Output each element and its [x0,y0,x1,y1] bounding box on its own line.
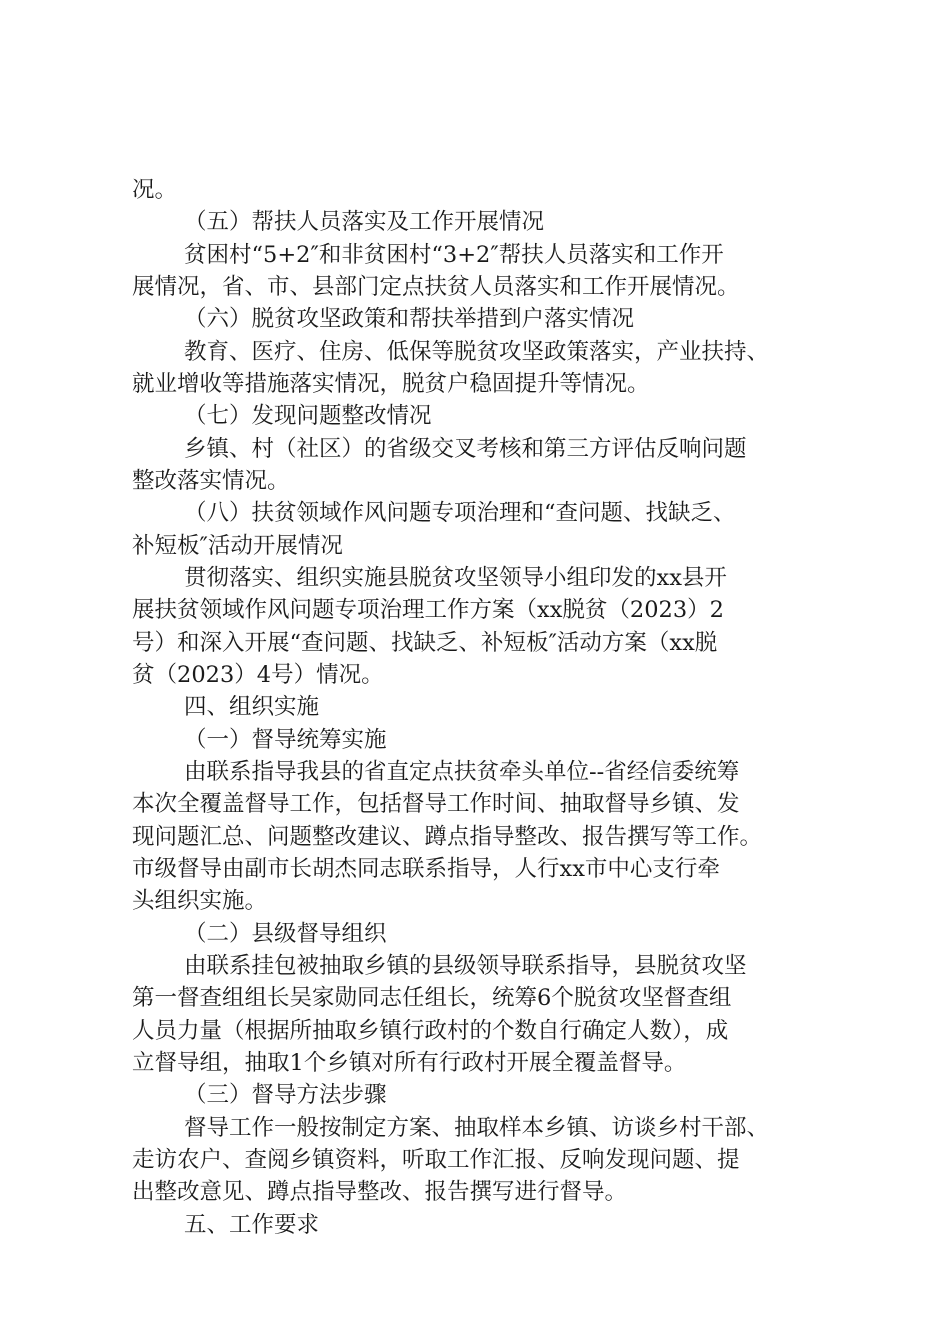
text-line: 况。 [132,177,178,203]
section-heading: （五）帮扶人员落实及工作开展情况 [184,209,545,235]
section-heading: （六）脱贫攻坚政策和帮扶举措到户落实情况 [184,306,635,332]
section-heading: （七）发现问题整改情况 [184,403,432,429]
text-line: 走访农户、查阅乡镇资料，听取工作汇报、反响发现问题、提 [132,1147,740,1173]
text-line: 本次全覆盖督导工作，包括督导工作时间、抽取督导乡镇、发 [132,791,740,817]
text-line: 由联系挂包被抽取乡镇的县级领导联系指导，县脱贫攻坚 [184,953,747,979]
text-line: 贯彻落实、组织实施县脱贫攻坚领导小组印发的xx县开 [184,565,727,591]
text-line: 人员力量（根据所抽取乡镇行政村的个数自行确定人数），成 [132,1018,729,1044]
text-line: 由联系指导我县的省直定点扶贫牵头单位--省经信委统筹 [184,759,740,785]
text-line: 督导工作一般按制定方案、抽取样本乡镇、访谈乡村干部、 [184,1115,770,1141]
text-line: 乡镇、村（社区）的省级交叉考核和第三方评估反响问题 [184,436,747,462]
section-heading: （八）扶贫领域作风问题专项治理和“查问题、找缺乏、 [184,500,736,526]
text-line: 整改落实情况。 [132,468,290,494]
section-heading: （三）督导方法步骤 [184,1082,387,1108]
section-heading: （一）督导统筹实施 [184,727,387,753]
text-line: 现问题汇总、问题整改建议、蹲点指导整改、报告撰写等工作。 [132,824,763,850]
text-line: 号）和深入开展“查问题、找缺乏、补短板″活动方案（xx脱 [132,630,718,656]
text-line: 教育、医疗、住房、低保等脱贫攻坚政策落实，产业扶持、 [184,339,770,365]
section-heading: 补短板″活动开展情况 [132,533,343,559]
section-heading: （二）县级督导组织 [184,921,387,947]
text-line: 出整改意见、蹲点指导整改、报告撰写进行督导。 [132,1179,628,1205]
text-line: 展扶贫领域作风问题专项治理工作方案（xx脱贫（2023）2 [132,597,724,623]
text-line: 展情况，省、市、县部门定点扶贫人员落实和工作开展情况。 [132,274,740,300]
text-line: 头组织实施。 [132,888,268,914]
text-line: 第一督查组组长吴家勋同志任组长，统筹6个脱贫攻坚督查组 [132,985,732,1011]
text-line: 就业增收等措施落实情况，脱贫户稳固提升等情况。 [132,371,650,397]
text-line: 贫困村“5+2″和非贫困村“3+2″帮扶人员落实和工作开 [184,242,724,268]
text-line: 立督导组，抽取1个乡镇对所有行政村开展全覆盖督导。 [132,1050,687,1076]
section-heading: 四、组织实施 [184,694,320,720]
text-line: 市级督导由副市长胡杰同志联系指导，人行xx市中心支行牵 [132,856,720,882]
section-heading: 五、工作要求 [184,1212,320,1238]
text-line: 贫（2023）4号）情况。 [132,662,384,688]
